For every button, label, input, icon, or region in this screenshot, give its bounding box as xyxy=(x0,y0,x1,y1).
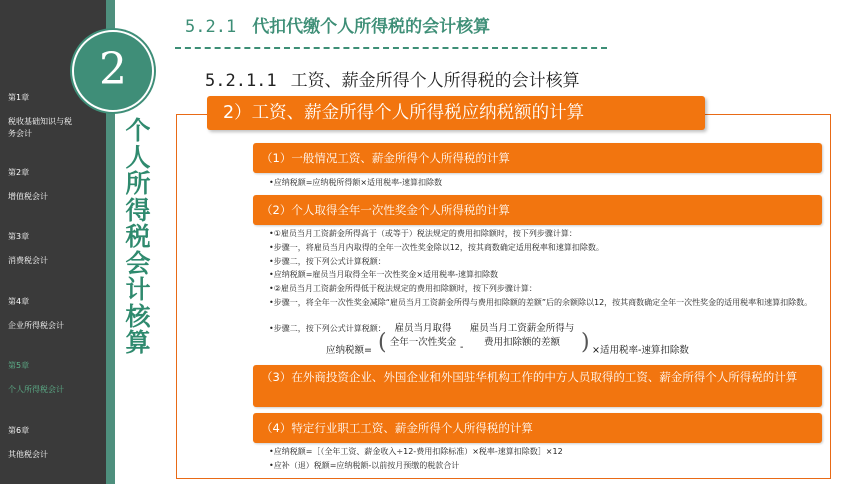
subsection-4-header: （4）特定行业职工工资、薪金所得个人所得税的计算 xyxy=(253,413,822,443)
formula-term-bottom: 全年一次性奖金 xyxy=(389,337,457,348)
sidebar-item-chapter-5[interactable] xyxy=(8,360,64,396)
chapter-title: 企业所得税会计 xyxy=(8,321,64,330)
subsection-2-line: •步骤一，将雇员当月内取得的全年一次性奖金除以12，按其商数确定适用税率和速算扣除数。 xyxy=(269,243,604,252)
subsection-3-header: （3）在外商投资企业、外国企业和外国驻华机构工作的中方人员取得的工资、薪金所得个人所得税的计算 xyxy=(253,365,822,407)
subsection-2-line: •②雇员当月工资薪金所得低于税法规定的费用扣除额时，按下列步骤计算： xyxy=(269,284,537,293)
subsection-2-line: •应纳税额=雇员当月取得全年一次性奖金×适用税率-速算扣除数 xyxy=(269,270,499,279)
subsection-2-line: •步骤二，按下列公式计算税额： xyxy=(269,257,386,266)
subsection-2-line: •步骤二，按下列公式计算税额： xyxy=(269,324,386,333)
chapter-number: 第4章 xyxy=(8,297,30,306)
chapter-title: 其他税会计 xyxy=(8,450,48,459)
heading-2-text: 工资、薪金所得个人所得税的会计核算 xyxy=(290,71,580,91)
sidebar-item-chapter-1[interactable] xyxy=(8,92,78,140)
subsection-2-line: •步骤一，将全年一次性奖金减除“雇员当月工资薪金所得与费用扣除额的差额”后的余额除以12，按其商数确定全年一次性奖金的适用税率和速算扣除数。 xyxy=(269,298,813,307)
chapter-number: 第2章 xyxy=(8,168,30,177)
sidebar-item-chapter-2[interactable] xyxy=(8,167,48,203)
subsection-4-line: •应纳税额=［（全年工资、薪金收入÷12-费用扣除标准）×税率-速算扣除数］×12 xyxy=(269,447,563,456)
formula-open-paren: ( xyxy=(378,330,387,355)
heading-divider xyxy=(175,47,607,49)
chapter-title: 税收基础知识与税务会计 xyxy=(8,117,72,138)
formula-close-paren: ) xyxy=(581,330,590,355)
chapter-number: 第1章 xyxy=(8,93,30,102)
subsection-1-header: （1）一般情况工资、薪金所得个人所得税的计算 xyxy=(253,143,822,173)
chapter-number: 第3章 xyxy=(8,232,30,241)
section-number-badge xyxy=(72,30,154,112)
formula-minus: - xyxy=(460,342,464,353)
subsection-2-line: •①雇员当月工资薪金所得高于（或等于）税法规定的费用扣除额时，按下列步骤计算： xyxy=(269,229,577,238)
formula-term-top: 雇员当月取得 xyxy=(394,323,452,334)
sidebar-item-chapter-3[interactable] xyxy=(8,231,48,267)
chapter-number: 第6章 xyxy=(8,426,30,435)
vertical-section-title: 个人所得税会计核算 xyxy=(125,116,151,357)
formula-term-bottom: 费用扣除额的差额 xyxy=(483,337,560,348)
sidebar-item-chapter-6[interactable] xyxy=(8,425,48,461)
chapter-title: 个人所得税会计 xyxy=(8,385,64,394)
subsection-2-header: （2）个人取得全年一次性奖金个人所得税的计算 xyxy=(253,195,822,225)
section-number: 2 xyxy=(99,44,127,95)
chapter-title: 消费税会计 xyxy=(8,256,48,265)
formula-fraction-2 xyxy=(466,322,578,350)
chapter-title: 增值税会计 xyxy=(8,192,48,201)
heading-level-2 xyxy=(205,66,580,91)
formula-fraction-1 xyxy=(386,322,460,350)
formula-rhs: ×适用税率-速算扣除数 xyxy=(592,345,689,356)
heading-1-number: 5.2.1 xyxy=(185,17,237,37)
subsection-1-line: •应纳税额=应纳税所得额×适用税率-速算扣除数 xyxy=(269,178,443,187)
formula-lhs: 应纳税额= xyxy=(326,345,372,356)
heading-1-text: 代扣代缴个人所得税的会计核算 xyxy=(252,17,491,37)
heading-level-1 xyxy=(185,12,490,37)
sidebar-item-chapter-4[interactable] xyxy=(8,296,64,332)
heading-2-number: 5.2.1.1 xyxy=(205,71,277,91)
formula-term-top: 雇员当月工资薪金所得与 xyxy=(469,323,575,334)
tax-formula xyxy=(326,322,746,368)
chapter-number: 第5章 xyxy=(8,361,30,370)
section-banner: 2）工资、薪金所得个人所得税应纳税额的计算 xyxy=(207,96,705,130)
subsection-4-line: •应补（退）税额=应纳税额-以前按月预缴的税款合计 xyxy=(269,461,460,470)
